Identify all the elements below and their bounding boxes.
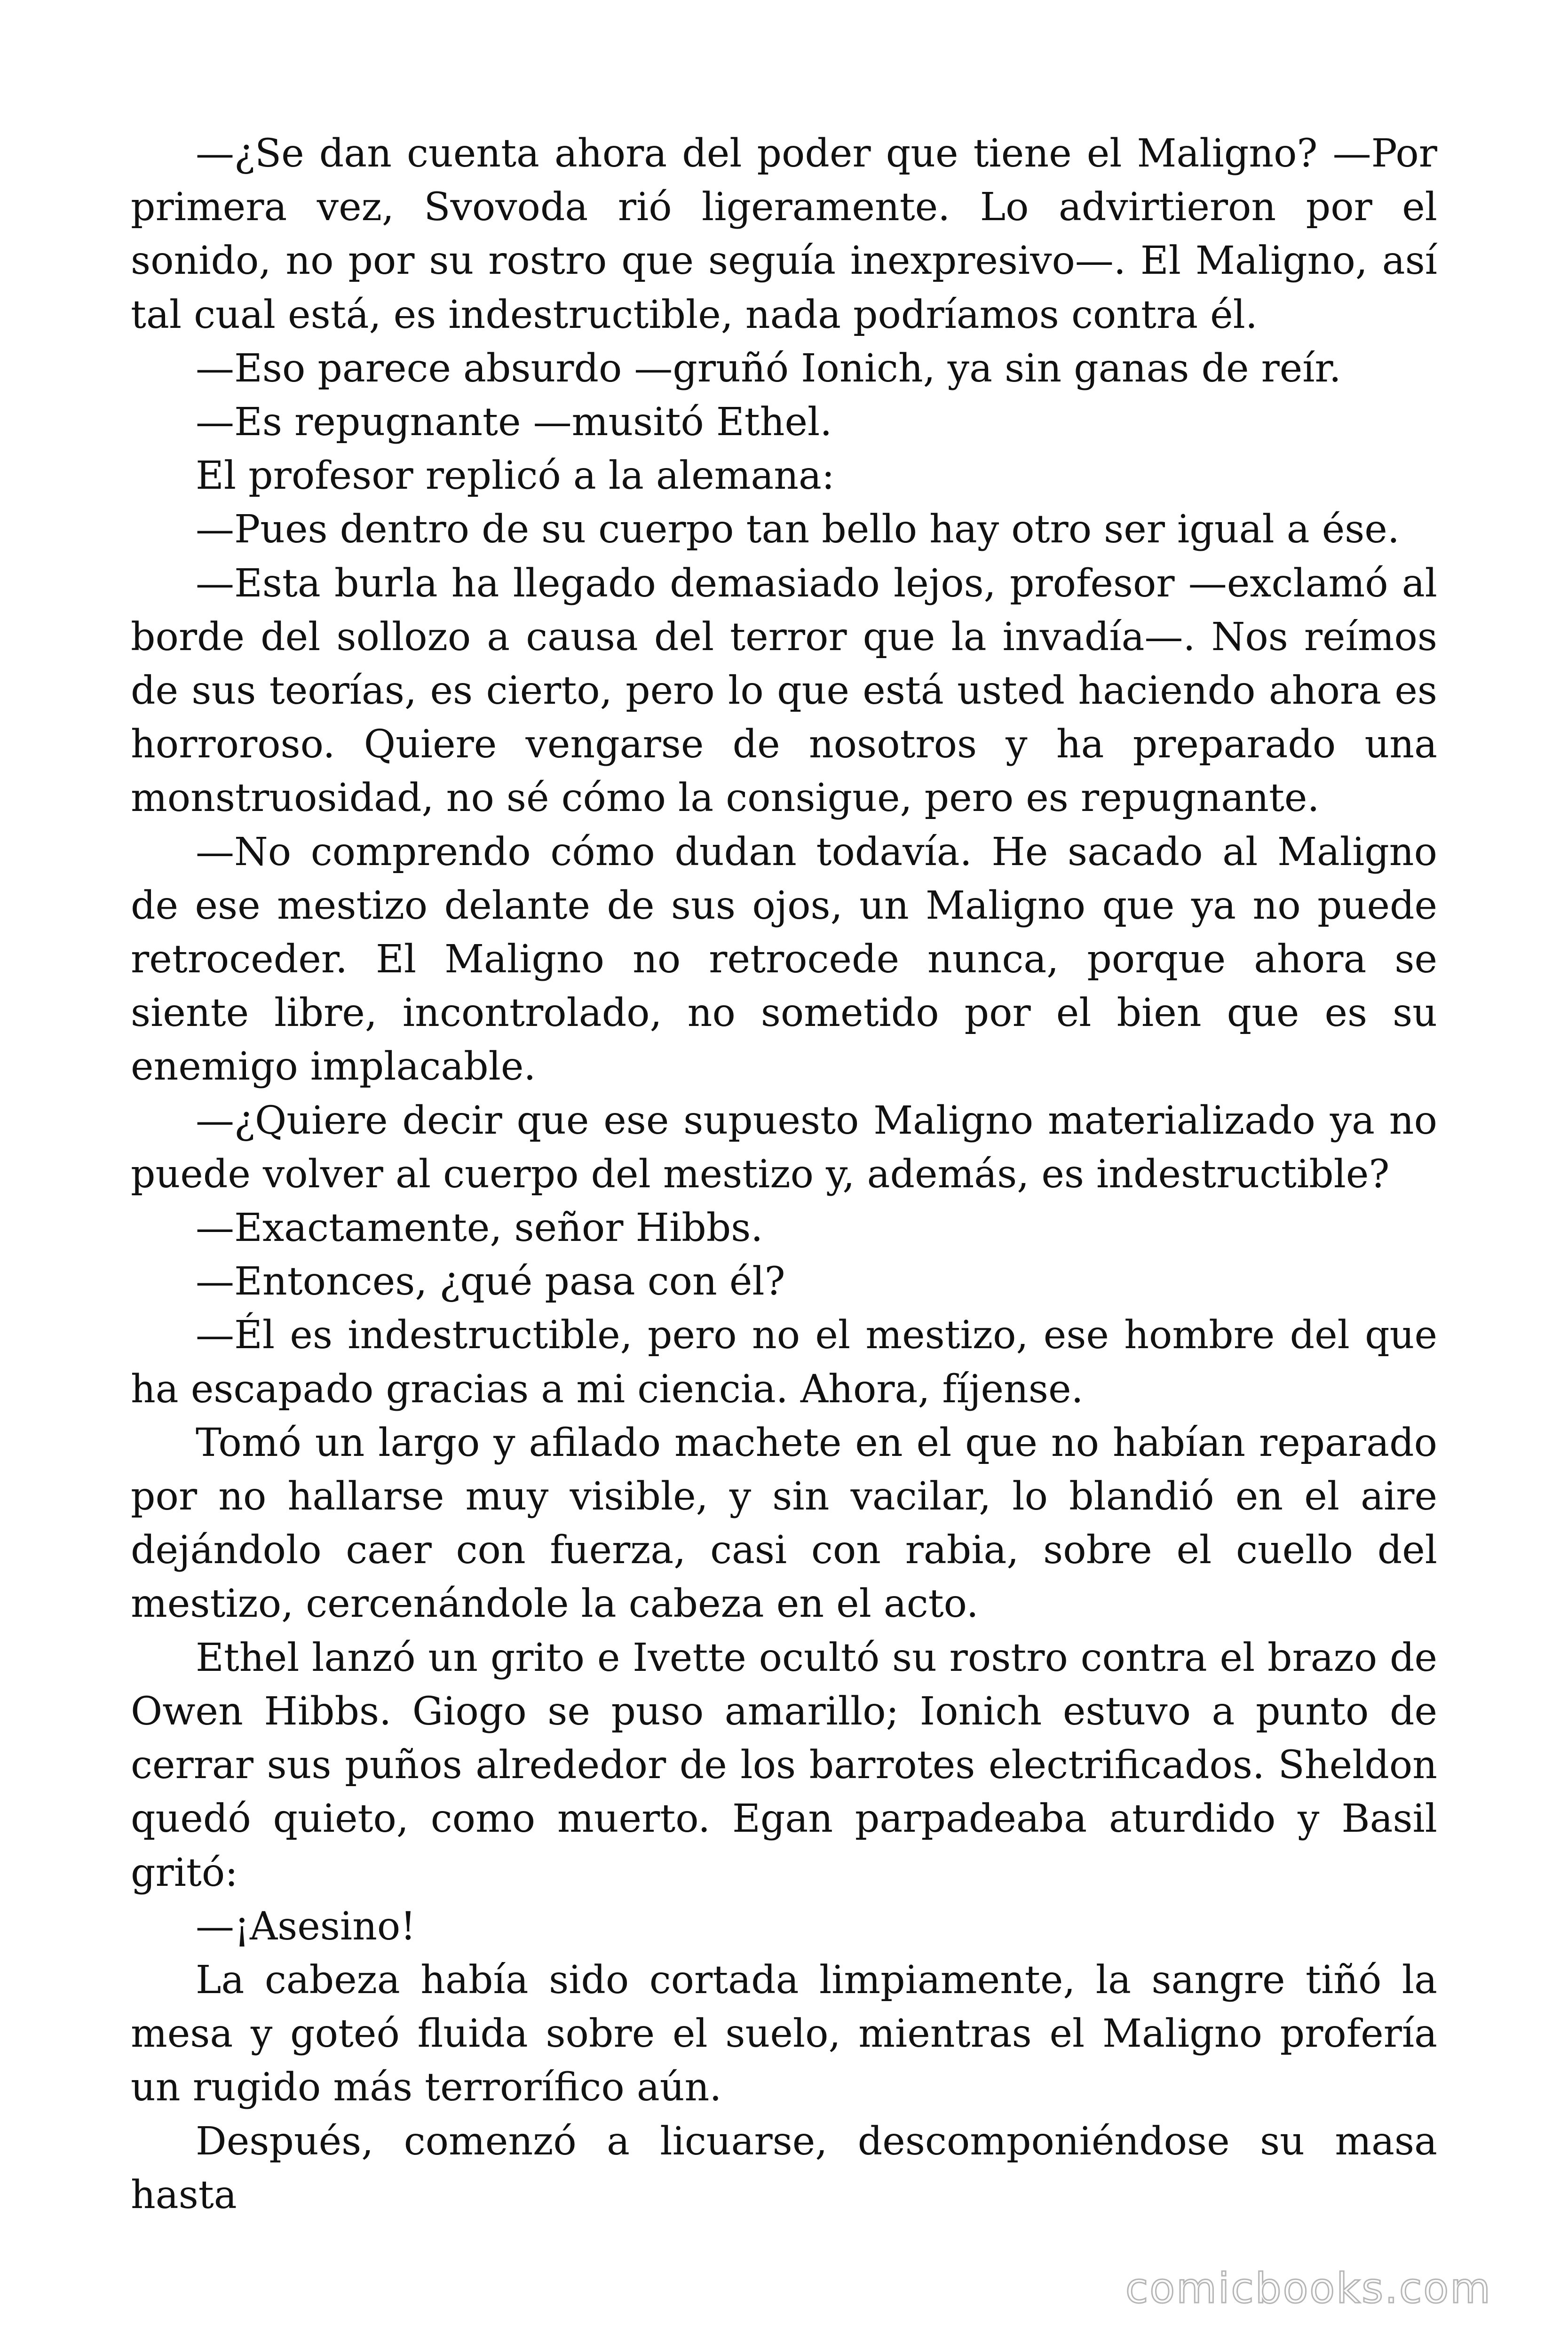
paragraph-16: Después, comenzó a licuarse, descomponiéndose su masa hasta bbox=[131, 2119, 1437, 2217]
paragraph-14: —¡Asesino! bbox=[196, 1904, 416, 1949]
paragraph-7: —No comprendo cómo dudan todavía. He sacado al Maligno de ese mestizo delante de sus ojos, un Maligno que ya no puede retroceder. El Maligno no retrocede nunca, porque ahora se siente libre, incontrolado, no sometido por el bien que es su enemigo implacable. bbox=[131, 829, 1437, 1089]
paragraph-11: —Él es indestructible, pero no el mestizo, ese hombre del que ha escapado gracias a mi ciencia. Ahora, fíjense. bbox=[131, 1313, 1437, 1412]
page-text bbox=[131, 127, 1437, 2222]
paragraph-5: —Pues dentro de su cuerpo tan bello hay otro ser igual a ése. bbox=[196, 507, 1400, 552]
paragraph-9: —Exactamente, señor Hibbs. bbox=[196, 1206, 763, 1251]
paragraph-8: —¿Quiere decir que ese supuesto Maligno materializado ya no puede volver al cuerpo del mestizo y, además, es indestructible? bbox=[131, 1098, 1437, 1197]
paragraph-3: —Es repugnante —musitó Ethel. bbox=[196, 400, 832, 445]
paragraph-1: —¿Se dan cuenta ahora del poder que tiene el Maligno? —Por primera vez, Svovoda rió ligeramente. Lo advirtieron por el sonido, no por su rostro que seguía inexpresivo—. El Maligno, así tal cual está, es indestructible, nada podríamos contra él. bbox=[131, 131, 1437, 337]
paragraph-10: —Entonces, ¿qué pasa con él? bbox=[196, 1259, 785, 1304]
paragraph-2: —Eso parece absurdo —gruñó Ionich, ya sin ganas de reír. bbox=[196, 346, 1341, 391]
watermark: comicbooks.com bbox=[1125, 2264, 1492, 2312]
paragraph-15: La cabeza había sido cortada limpiamente, la sangre tiñó la mesa y goteó fluida sobre el suelo, mientras el Maligno profería un rugido más terrorífico aún. bbox=[131, 1957, 1437, 2110]
paragraph-6: —Esta burla ha llegado demasiado lejos, profesor —exclamó al borde del sollozo a causa del terror que la invadía—. Nos reímos de sus teorías, es cierto, pero lo que está usted haciendo ahora es horroroso. Quiere vengarse de nosotros y ha preparado una monstruosidad, no sé cómo la consigue, pero es repugnante. bbox=[131, 561, 1437, 821]
paragraph-13: Ethel lanzó un grito e Ivette ocultó su rostro contra el brazo de Owen Hibbs. Giogo se puso amarillo; Ionich estuvo a punto de cerrar sus puños alrededor de los barrotes electrificados. Sheldon quedó quieto, como muerto. Egan parpadeaba aturdido y Basil gritó: bbox=[131, 1635, 1437, 1895]
paragraph-12: Tomó un largo y afilado machete en el que no habían reparado por no hallarse muy visible, y sin vacilar, lo blandió en el aire dejándolo caer con fuerza, casi con rabia, sobre el cuello del mestizo, cercenándole la cabeza en el acto. bbox=[131, 1420, 1437, 1627]
paragraph-4: El profesor replicó a la alemana: bbox=[196, 453, 835, 499]
